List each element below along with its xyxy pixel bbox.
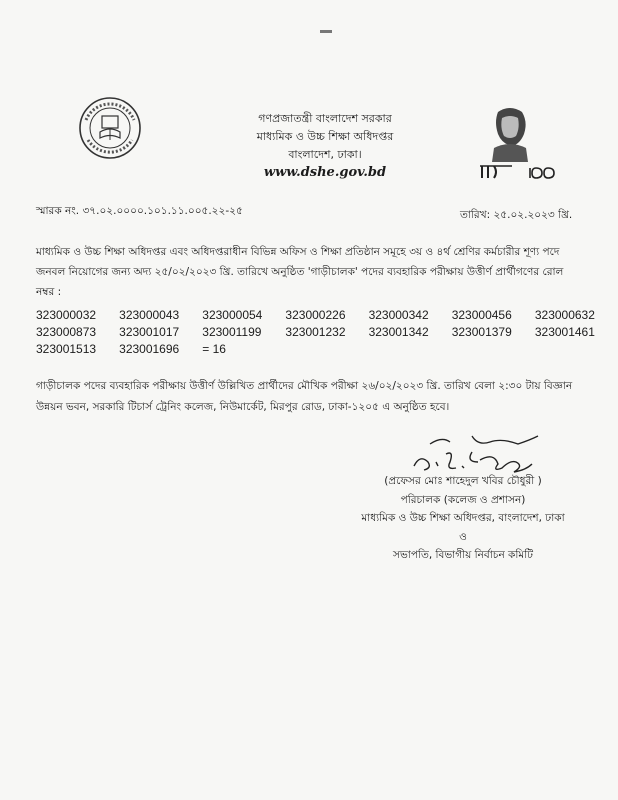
header-department: মাধ্যমিক ও উচ্চ শিক্ষা অধিদপ্তর [256, 130, 394, 143]
roll-cell: 323000342 [368, 307, 429, 322]
scan-mark [320, 30, 332, 33]
roll-cell: 323000226 [285, 307, 346, 322]
memo-reference: স্মারক নং. ৩৭.০২.০০০০.১০১.১১.০০৫.২২-২৫ [36, 205, 243, 217]
roll-number-table [36, 306, 618, 357]
roll-total: = 16 [202, 341, 226, 356]
roll-cell: 323001199 [202, 324, 262, 339]
dshe-emblem-icon [78, 96, 142, 160]
roll-cell: 323001513 [36, 341, 97, 356]
header-govt: গণপ্রজাতন্ত্রী বাংলাদেশ সরকার [258, 112, 392, 125]
signatory-designation: পরিচালক (কলেজ ও প্রশাসন) [400, 493, 526, 506]
roll-cell: 323000032 [36, 307, 97, 322]
memo-date: তারিখ: ২৫.০২.২০২৩ খ্রি. [460, 209, 573, 221]
roll-cell: 323001379 [451, 324, 512, 339]
roll-cell: 323000632 [534, 307, 595, 322]
table-row [36, 306, 618, 323]
table-row [36, 340, 618, 357]
signatory-name: (প্রফেসর মোঃ শাহেদুল খবির চৌধুরী ) [384, 475, 542, 487]
signatory-block [318, 472, 608, 565]
roll-cell: 323001696 [119, 341, 180, 356]
roll-cell: 323000456 [451, 307, 512, 322]
signatory-office: মাধ্যমিক ও উচ্চ শিক্ষা অধিদপ্তর, বাংলাদেশ, ঢাকা [361, 512, 565, 524]
roll-cell: 323000043 [119, 307, 180, 322]
roll-cell: 323000873 [36, 324, 97, 339]
roll-cell: 323001342 [368, 324, 429, 339]
notice-paragraph-2: গাড়ীচালক পদের ব্যবহারিক পরীক্ষায় উত্তীর্ণ উল্লিখিত প্রার্থীদের মৌখিক পরীক্ষা ২৬/০২/২০২৩ খ্রি. তারিখ বেলা ২:৩০ টায় বিজ্ঞান উন্নয়ন ভবন, সরকারি টিচার্স ট্রেনিং কলেজ, নিউমার্কেট, মিরপুর রোড, ঢাকা-১২০৫ এ অনুষ্ঠিত হবে। [36, 380, 573, 413]
roll-cell: 323001017 [119, 324, 180, 339]
office-header [240, 110, 410, 182]
signatory-conjunction: ও [459, 530, 467, 543]
roll-cell: 323001232 [285, 324, 346, 339]
roll-cell: 323001461 [534, 324, 595, 339]
table-row [36, 323, 618, 340]
header-website: www.dshe.gov.bd [263, 165, 387, 180]
header-location: বাংলাদেশ, ঢাকা। [288, 148, 362, 161]
mujib-100-logo-icon [468, 104, 560, 184]
signatory-role: সভাপতি, বিভাগীয় নির্বাচন কমিটি [393, 549, 533, 561]
roll-cell: 323000054 [202, 307, 263, 322]
notice-paragraph-1: মাধ্যমিক ও উচ্চ শিক্ষা অধিদপ্তর এবং অধিদপ্তরাধীন বিভিন্ন অফিস ও শিক্ষা প্রতিষ্ঠান সমূহে ৩য় ও ৪র্থ শ্রেণির কর্মচারীর শূণ্য পদে জনবল নিয়োগের জন্য অদ্য ২৫/০২/২০২৩ খ্রি. তারিখে অনুষ্ঠিত 'গাড়ীচালক' পদের ব্যবহারিক পরীক্ষায় উত্তীর্ণ প্রার্থীগণের রোল নম্বর : [36, 246, 564, 298]
